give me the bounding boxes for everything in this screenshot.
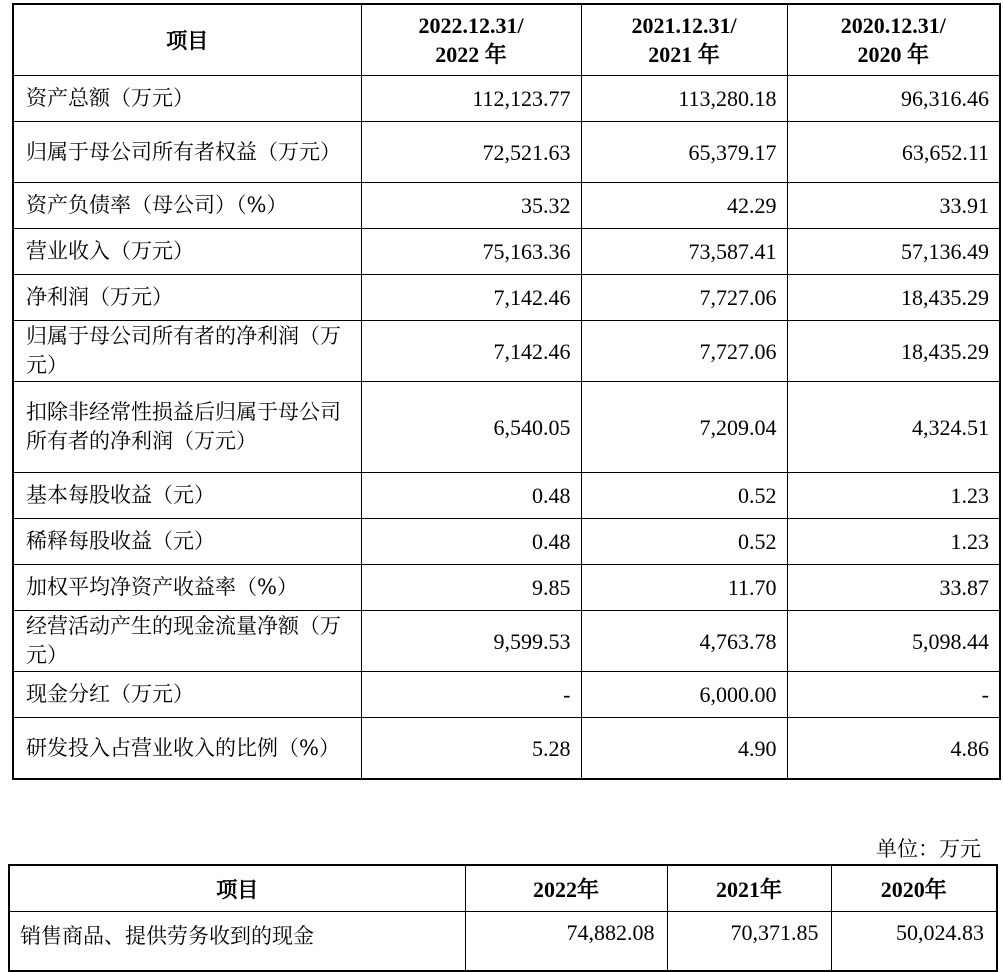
- cell-value: 5,098.44: [787, 611, 1000, 672]
- cell-value: 6,000.00: [581, 672, 787, 718]
- cell-value: 18,435.29: [787, 275, 1000, 321]
- cell-value: 112,123.77: [361, 76, 581, 122]
- row-label: 扣除非经常性损益后归属于母公司所有者的净利润（万元）: [13, 382, 361, 473]
- cell-value: 0.48: [361, 519, 581, 565]
- row-label: 净利润（万元）: [13, 275, 361, 321]
- row-label: 研发投入占营业收入的比例（%）: [13, 718, 361, 780]
- cell-value: 33.87: [787, 565, 1000, 611]
- table-row: [13, 321, 1000, 382]
- cell-value: 73,587.41: [581, 229, 787, 275]
- header-cell: 项目: [13, 4, 361, 76]
- row-label: 基本每股收益（元）: [13, 473, 361, 519]
- row-label: 资产负债率（母公司）（%）: [13, 183, 361, 229]
- table-row: [13, 382, 1000, 473]
- cell-value: 1.23: [787, 473, 1000, 519]
- cash-flow-table: [8, 864, 998, 972]
- cell-value: 7,727.06: [581, 321, 787, 382]
- row-label: 归属于母公司所有者的净利润（万元）: [13, 321, 361, 382]
- header-cell: 2020年: [831, 865, 997, 912]
- cell-value: 18,435.29: [787, 321, 1000, 382]
- header-cell: 2021年: [667, 865, 831, 912]
- financial-summary-table: [12, 3, 1001, 780]
- cell-value: 96,316.46: [787, 76, 1000, 122]
- row-label: 资产总额（万元）: [13, 76, 361, 122]
- cell-value: 74,882.08: [465, 912, 667, 972]
- header-cell: 2022年: [465, 865, 667, 912]
- row-label: 现金分红（万元）: [13, 672, 361, 718]
- cell-value: 1.23: [787, 519, 1000, 565]
- table-row: [13, 611, 1000, 672]
- cell-value: 9.85: [361, 565, 581, 611]
- table-row: [13, 718, 1000, 780]
- cell-value: 4.86: [787, 718, 1000, 780]
- cell-value: 7,142.46: [361, 321, 581, 382]
- row-label: 归属于母公司所有者权益（万元）: [13, 122, 361, 183]
- cell-value: 4,324.51: [787, 382, 1000, 473]
- cell-value: 0.52: [581, 473, 787, 519]
- cell-value: 7,727.06: [581, 275, 787, 321]
- cell-value: 9,599.53: [361, 611, 581, 672]
- table-row: [13, 672, 1000, 718]
- cell-value: 42.29: [581, 183, 787, 229]
- header-cell: 2021.12.31/ 2021 年: [581, 4, 787, 76]
- table-row: [13, 275, 1000, 321]
- cell-value: 57,136.49: [787, 229, 1000, 275]
- unit-label: 单位：万元: [876, 837, 981, 861]
- cell-value: -: [787, 672, 1000, 718]
- cell-value: 0.48: [361, 473, 581, 519]
- cell-value: 33.91: [787, 183, 1000, 229]
- cell-value: 35.32: [361, 183, 581, 229]
- row-label: 经营活动产生的现金流量净额（万元）: [13, 611, 361, 672]
- cell-value: 6,540.05: [361, 382, 581, 473]
- header-cell: 2022.12.31/ 2022 年: [361, 4, 581, 76]
- table-row: [13, 76, 1000, 122]
- table-row: [13, 122, 1000, 183]
- cell-value: 11.70: [581, 565, 787, 611]
- cell-value: 113,280.18: [581, 76, 787, 122]
- cell-value: 5.28: [361, 718, 581, 780]
- cell-value: 50,024.83: [831, 912, 997, 972]
- row-label: 加权平均净资产收益率（%）: [13, 565, 361, 611]
- table-row: [13, 229, 1000, 275]
- table-row: [9, 912, 997, 972]
- cell-value: 7,142.46: [361, 275, 581, 321]
- row-label: 营业收入（万元）: [13, 229, 361, 275]
- table-row: [13, 473, 1000, 519]
- cell-value: 4.90: [581, 718, 787, 780]
- cell-value: 75,163.36: [361, 229, 581, 275]
- table-header-row: [13, 4, 1000, 76]
- row-label: 销售商品、提供劳务收到的现金: [9, 912, 465, 972]
- cell-value: 65,379.17: [581, 122, 787, 183]
- header-cell: 2020.12.31/ 2020 年: [787, 4, 1000, 76]
- cell-value: 0.52: [581, 519, 787, 565]
- table-header-row: [9, 865, 997, 912]
- table-row: [13, 183, 1000, 229]
- table-row: [13, 565, 1000, 611]
- cell-value: 7,209.04: [581, 382, 787, 473]
- table-row: [13, 519, 1000, 565]
- header-cell: 项目: [9, 865, 465, 912]
- cell-value: 4,763.78: [581, 611, 787, 672]
- cell-value: 63,652.11: [787, 122, 1000, 183]
- cell-value: -: [361, 672, 581, 718]
- cell-value: 72,521.63: [361, 122, 581, 183]
- row-label: 稀释每股收益（元）: [13, 519, 361, 565]
- cell-value: 70,371.85: [667, 912, 831, 972]
